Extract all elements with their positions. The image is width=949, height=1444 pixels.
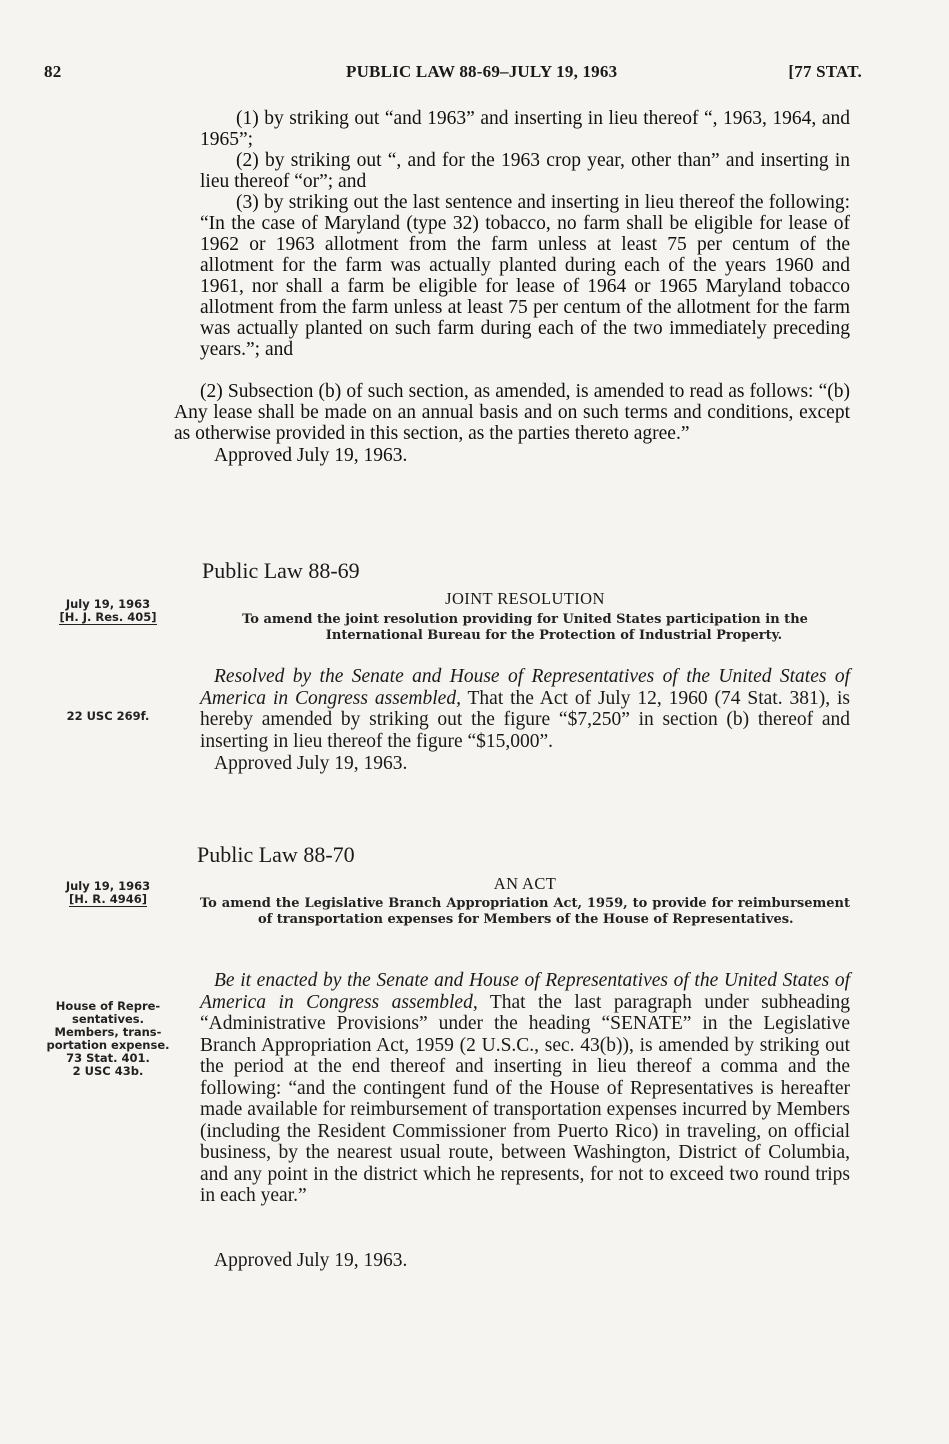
law-69-purpose bbox=[200, 612, 850, 644]
law-70-purpose-text: To amend the Legislative Branch Appropriation Act, 1959, to provide for reimbursement of transportation expenses for Members of the House of Representatives. bbox=[200, 896, 850, 927]
law-70-title: Public Law 88-70 bbox=[197, 842, 355, 867]
law-70-body bbox=[200, 970, 850, 1207]
law-70-margin-bill: [H. R. 4946] bbox=[69, 892, 147, 906]
law-69-enacting-clause: Resolved by the Senate and House of Representatives of the United States of America in Congress assembled, bbox=[200, 666, 850, 709]
margin-note-line-6: 2 USC 43b. bbox=[72, 1064, 144, 1078]
law-70-purpose bbox=[200, 896, 850, 928]
page-number: 82 bbox=[44, 62, 62, 81]
law-69-margin-bill: [H. J. Res. 405] bbox=[59, 610, 157, 624]
margin-note-line-1: House of Repre- bbox=[55, 999, 161, 1013]
subsection-b bbox=[174, 360, 850, 444]
page-header bbox=[44, 62, 862, 88]
clause-1: (1) by striking out “and 1963” and inserting in lieu thereof “, 1963, 1964, and 1965”; bbox=[200, 108, 850, 150]
law-70-enacting-clause: Be it enacted by the Senate and House of Representatives of the United States of America in Congress assembled, bbox=[200, 970, 850, 1013]
law-70-approved: Approved July 19, 1963. bbox=[214, 1250, 408, 1271]
prior-law-continuation bbox=[174, 108, 850, 466]
law-69-title: Public Law 88-69 bbox=[202, 558, 360, 583]
law-70-margin-date: July 19, 1963 bbox=[65, 879, 151, 893]
law-69-body bbox=[200, 666, 850, 752]
law-69-margin-usc: 22 USC 269f. bbox=[66, 709, 150, 723]
volume-reference: [77 STAT. bbox=[788, 62, 862, 81]
law-70-margin-bill-wrap bbox=[28, 893, 188, 906]
law-70-type: AN ACT bbox=[493, 874, 557, 893]
law-69-approved: Approved July 19, 1963. bbox=[214, 753, 408, 774]
clause-3: (3) by striking out the last sentence and inserting in lieu thereof the following: “In the case of Maryland (type 32) tobacco, no farm shall be eligible for lease of 1962 or 1963 allotment from the farm unless at least 75 per centum of the allotment for the farm was actually planted during each of the years 1960 and 1961, nor shall a farm be eligible for lease of 1964 or 1965 Maryland tobacco allotment from the farm unless at least 75 per centum of the allotment for the farm was actually planted on such farm during each of the two immediately preceding years.”; and bbox=[200, 192, 850, 360]
law-69-margin-bill-wrap bbox=[28, 611, 188, 624]
law-69-text: That the Act of July 12, 1960 (74 Stat. 381), is hereby amended by striking out the figure “$7,250” in section (b) thereof and inserting in lieu thereof the figure “$15,000”. bbox=[200, 687, 851, 752]
law-69-purpose-text: To amend the joint resolution providing for United States participation in the International Bureau for the Protection of Industrial Property. bbox=[242, 612, 808, 643]
running-title: PUBLIC LAW 88-69–JULY 19, 1963 bbox=[346, 62, 618, 81]
law-70-margin-notes bbox=[28, 1000, 188, 1078]
clause-2: (2) by striking out “, and for the 1963 crop year, other than” and inserting in lieu thereof “or”; and bbox=[200, 150, 850, 192]
law-69-type: JOINT RESOLUTION bbox=[445, 589, 605, 608]
law-69-margin-date: July 19, 1963 bbox=[65, 597, 151, 611]
margin-note-line-5: 73 Stat. 401. bbox=[66, 1051, 150, 1065]
margin-note-line-4: portation expense. bbox=[46, 1038, 170, 1052]
approved-date-prior: Approved July 19, 1963. bbox=[214, 445, 408, 466]
margin-note-line-3: Members, trans- bbox=[54, 1025, 162, 1039]
bleed-through-mark bbox=[845, 140, 915, 156]
law-70-text: That the last paragraph under subheading “Administrative Provisions” under the heading “SENATE” in the Legislative Branch Appropriation Act, 1959 (2 U.S.C., sec. 43(b)), is amended by striking out the period at the end thereof and inserting in lieu thereof a comma and the following: “and the contingent fund of the House of Representatives is hereafter made available for reimbursement of transportation expenses incurred by Members (including the Resident Commissioner from Puerto Rico) in traveling, on official business, by the nearest usual route, between Washington, District of Columbia, and any point in the district which he represents, for not to exceed two round trips in each year.” bbox=[200, 991, 850, 1206]
margin-note-line-2: sentatives. bbox=[71, 1012, 145, 1026]
subsection-b-text: (2) Subsection (b) of such section, as amended, is amended to read as follows: “(b) Any lease shall be made on an annual basis and on such terms and conditions, except as otherwise provided in this section, as the parties thereto agree.” bbox=[174, 381, 850, 444]
